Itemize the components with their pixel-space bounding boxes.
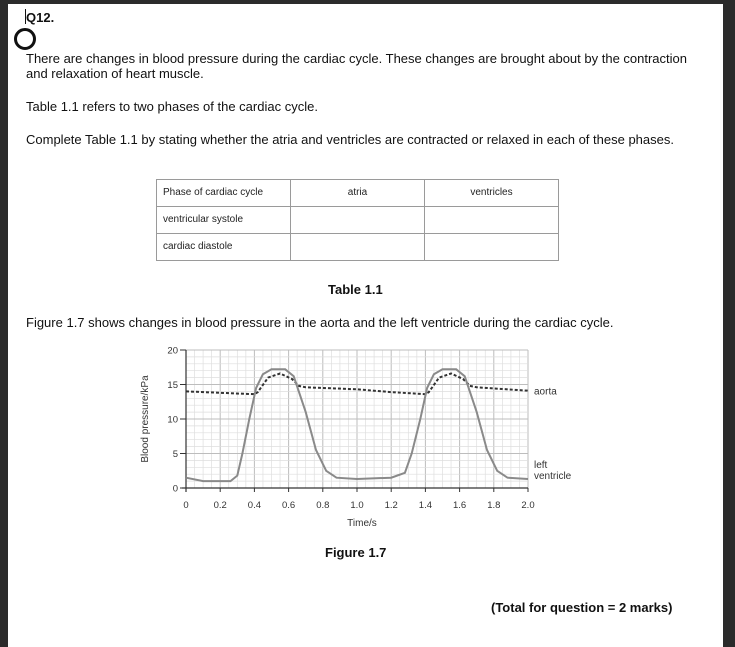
x-tick-label: 1.4 xyxy=(418,500,433,511)
window-frame-top xyxy=(0,0,735,4)
table-reference-text: Table 1.1 refers to two phases of the cardiac cycle. xyxy=(26,99,318,114)
header-atria: atria xyxy=(291,180,425,207)
blood-pressure-chart xyxy=(130,338,600,538)
x-tick-label: 2.0 xyxy=(521,500,535,511)
answer-cell-atria[interactable] xyxy=(291,234,425,261)
series-label-left-ventricle: left ventricle xyxy=(534,460,572,483)
instruction-text: Complete Table 1.1 by stating whether the atria and ventricles are contracted or relaxed in each of these phases. xyxy=(26,132,674,147)
table-row xyxy=(157,234,559,261)
row-phase-label: cardiac diastole xyxy=(157,234,291,261)
x-tick-label: 0.6 xyxy=(281,500,296,511)
question-number: Q12. xyxy=(26,10,55,25)
answer-cell-ventricles[interactable] xyxy=(425,234,559,261)
table-row xyxy=(157,207,559,234)
x-tick-label: 0 xyxy=(183,500,189,511)
phases-table xyxy=(156,179,559,261)
x-tick-label: 1.2 xyxy=(384,500,398,511)
answer-cell-atria[interactable] xyxy=(291,207,425,234)
total-marks: (Total for question = 2 marks) xyxy=(491,600,673,615)
y-tick-label: 15 xyxy=(167,380,178,391)
x-tick-label: 0.8 xyxy=(316,500,330,511)
x-tick-label: 1.6 xyxy=(452,500,467,511)
circle-marker-icon[interactable] xyxy=(14,28,36,50)
row-phase-label: ventricular systole xyxy=(157,207,291,234)
y-tick-label: 20 xyxy=(167,345,178,357)
table-header-row xyxy=(157,180,559,207)
chart-grid xyxy=(186,350,528,488)
series-label-aorta: aorta xyxy=(534,386,557,398)
table-caption: Table 1.1 xyxy=(328,282,383,297)
x-axis-label: Time/s xyxy=(347,518,377,529)
y-tick-label: 10 xyxy=(167,414,178,426)
figure-caption: Figure 1.7 xyxy=(325,545,387,560)
x-tick-label: 0.4 xyxy=(247,500,262,511)
y-tick-label: 5 xyxy=(172,449,178,460)
x-tick-label: 1.8 xyxy=(487,500,501,511)
y-axis-label: Blood pressure/kPa xyxy=(140,375,151,463)
x-tick-label: 0.2 xyxy=(213,500,227,511)
intro-paragraph: There are changes in blood pressure during the cardiac cycle. These changes are brought about by the contraction and relaxation of heart muscle. xyxy=(26,51,688,81)
header-phase: Phase of cardiac cycle xyxy=(157,180,291,207)
window-frame-right xyxy=(723,0,735,647)
header-ventricles: ventricles xyxy=(425,180,559,207)
x-tick-label: 1.0 xyxy=(350,500,364,511)
figure-intro-text: Figure 1.7 shows changes in blood pressure in the aorta and the left ventricle during the cardiac cycle. xyxy=(26,315,614,330)
answer-cell-ventricles[interactable] xyxy=(425,207,559,234)
window-frame-left xyxy=(0,0,8,647)
y-tick-label: 0 xyxy=(172,483,178,495)
